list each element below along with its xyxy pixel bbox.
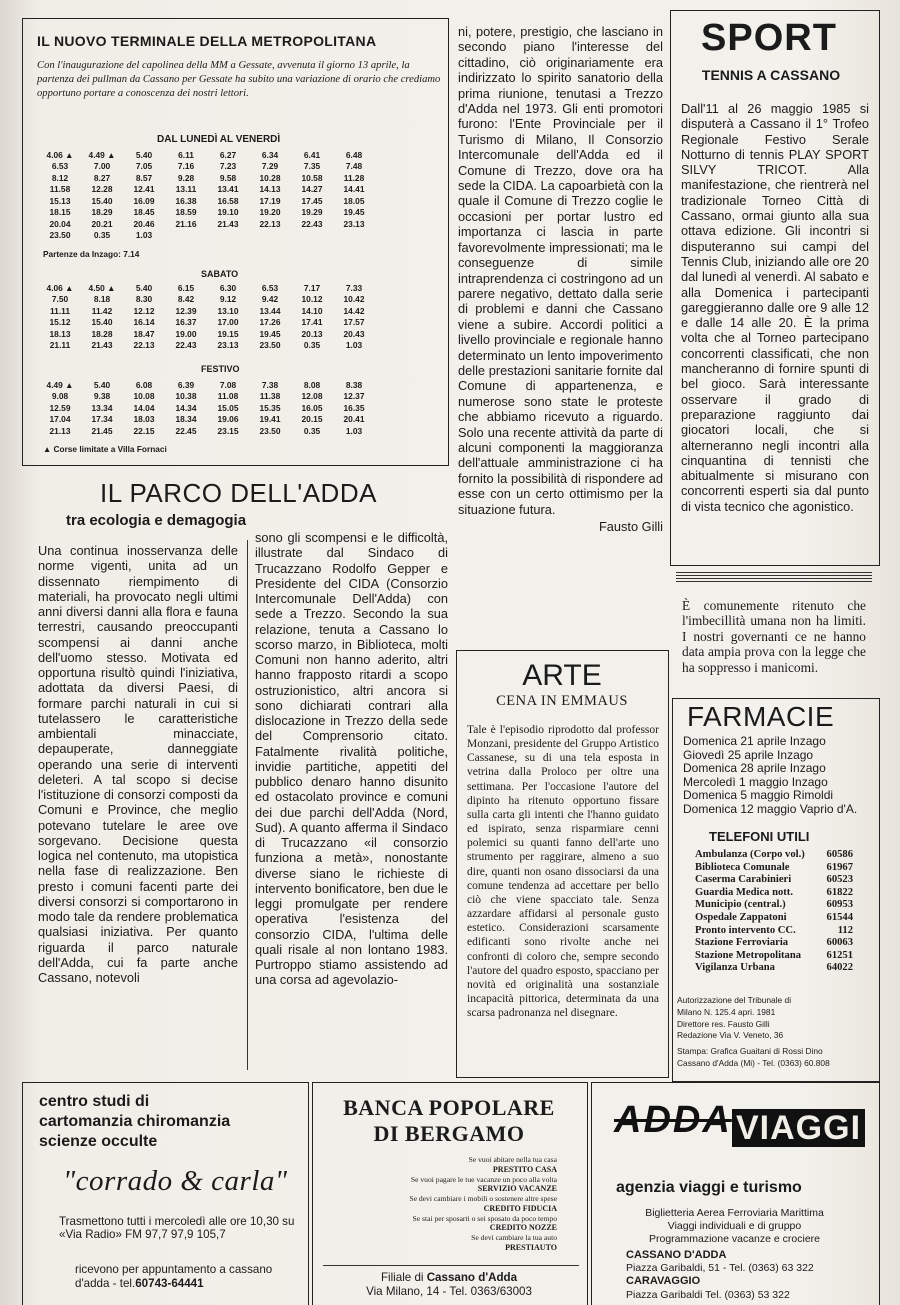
- departure-time: 6.08: [135, 379, 153, 390]
- phone-service-name: Guardia Medica nott.: [695, 886, 793, 898]
- departure-time: 5.40: [135, 282, 153, 293]
- ad-banca-popolare: [312, 1082, 588, 1305]
- timetable-row: [39, 425, 375, 437]
- phone-number: 61822: [826, 886, 853, 898]
- banca-divider: [323, 1265, 579, 1266]
- departure-time: 22.15: [133, 425, 155, 436]
- departure-time: 17.19: [259, 195, 281, 206]
- phone-number: 60953: [826, 899, 853, 911]
- corrado-appointment-text: ricevono per appuntamento a cassano d'adda - tel.: [75, 1263, 273, 1290]
- departure-time: 8.57: [135, 172, 153, 183]
- departure-time: 17.41: [301, 317, 323, 328]
- departure-time: 6.48: [345, 149, 363, 160]
- farmacia-entry: Giovedì 25 aprile Inzago: [683, 747, 814, 762]
- quote-box: [682, 598, 866, 696]
- departure-time: 6.11: [178, 149, 194, 160]
- departure-time: 1.03: [135, 230, 153, 241]
- departure-time: 10.28: [259, 172, 281, 183]
- departure-time: 10.42: [343, 294, 365, 305]
- timetable-row: [39, 379, 375, 391]
- departure-time: 22.45: [175, 425, 197, 436]
- banca-branch-name: Cassano d'Adda: [426, 1271, 518, 1284]
- departure-time: 9.12: [219, 294, 237, 305]
- departure-time: 17.26: [259, 317, 281, 328]
- timetable-row: [39, 207, 375, 219]
- banca-address: Via Milano, 14 - Tel. 0363/63003: [366, 1285, 532, 1298]
- phone-service-name: Stazione Metropolitana: [695, 949, 802, 961]
- viaggi-line2: Viaggi individuali e di gruppo: [667, 1220, 802, 1232]
- departure-time: 17.04: [49, 414, 71, 425]
- departure-time: 7.05: [135, 161, 153, 172]
- phone-entry: [695, 874, 853, 887]
- phone-entry: [695, 849, 853, 862]
- departure-time: 15.40: [91, 317, 113, 328]
- departure-time: 17.45: [301, 195, 323, 206]
- viaggi-addr2: Piazza Garibaldi Tel. (0363) 53 322: [626, 1289, 790, 1301]
- arte-title: ARTE: [522, 659, 602, 692]
- departure-time: 15.40: [91, 195, 113, 206]
- departure-time: 11.11: [49, 305, 71, 316]
- departure-time: 16.05: [301, 402, 323, 413]
- timetable-row: [39, 161, 375, 173]
- banca-product-question: Se devi cambiare i mobili o sostenere altre spese: [409, 1194, 557, 1204]
- departure-time: 4.49 ▲: [88, 149, 116, 160]
- timetable-row: [39, 172, 375, 184]
- departure-time: [333, 230, 375, 242]
- departure-time: 19.10: [217, 207, 239, 218]
- departure-time: 7.35: [303, 161, 321, 172]
- departure-time: 12.37: [343, 391, 365, 402]
- colophon-line: Direttore res. Fausto Gilli: [677, 1018, 770, 1029]
- departure-time: 10.12: [301, 294, 323, 305]
- parco-title: IL PARCO DELL'ADDA: [100, 478, 377, 508]
- phone-entry: [695, 962, 853, 975]
- banca-product-question: Se vuoi pagare le tue vacanze un poco alla volta: [410, 1174, 557, 1184]
- timetable-row: [39, 230, 375, 242]
- telefoni-title: TELEFONI UTILI: [709, 829, 810, 844]
- metro-title: IL NUOVO TERMINALE DELLA METROPOLITANA: [37, 33, 377, 49]
- colophon-line: Redazione Via V. Veneto, 36: [677, 1030, 784, 1041]
- phone-service-name: Caserma Carabinieri: [695, 874, 792, 886]
- timetable-row: [39, 414, 375, 426]
- timetable-row: [39, 282, 375, 294]
- departure-time: 7.38: [261, 379, 279, 390]
- politics-author: Fausto Gilli: [598, 519, 663, 534]
- departure-time: 21.16: [175, 218, 197, 229]
- departure-time: 7.00: [93, 161, 111, 172]
- farmacie-list: [683, 735, 877, 817]
- phone-service-name: Biblioteca Comunale: [695, 861, 790, 873]
- telefoni-list: [695, 849, 853, 975]
- phone-number: 61251: [826, 949, 853, 961]
- departure-time: 16.58: [217, 195, 239, 206]
- departure-time: 6.53: [261, 282, 279, 293]
- phone-entry: [695, 862, 853, 875]
- banca-branch: [313, 1271, 585, 1284]
- departure-time: 4.06 ▲: [46, 149, 74, 160]
- departure-time: 7.33: [345, 282, 363, 293]
- departure-time: 0.35: [93, 230, 111, 241]
- departure-time: 17.57: [343, 317, 365, 328]
- departure-time: 16.09: [133, 195, 155, 206]
- sport-text: Dall'11 al 26 maggio 1985 si disputerà a Cassano il 1° Trofeo Regionale Festivo Serale Notturno di tennis PLAY SPORT SILVY TRICOT. Alla manifestazione, che rientrerà nel tradizionale Torneo Città di Cassano, ormai giunto alla sua ottava edizione. Gli incontri si disputeranno sui campi del Tennis Club, iniziando alle ore 20 dal lunedì al venerdì. Al sabato e alla Domenica i partecipanti gareggieranno dalle ore 9 alle 12 e dalle 14 alle 20. È la prima volta che al Torneo partecipano concorrenti classificati, che non mancheranno di fornire spunti di bel gioco. Sarà interessante osservare il grado di preparazione raggiunto dai giocatori locali, che si alterneranno negli incontri alla cinquantina di tennisti che abitualmente si misurano con concorrenti esperti sia dal punto di vista tecnico che agonistico.: [681, 101, 869, 514]
- colophon-line: Cassano d'Adda (Mi) - Tel. (0363) 60.808: [677, 1057, 830, 1068]
- departure-time: 20.41: [343, 414, 365, 425]
- departure-time: 11.38: [259, 391, 281, 402]
- departure-time: 22.43: [175, 340, 197, 351]
- phone-entry: [695, 950, 853, 963]
- phone-service-name: Vigilanza Urbana: [695, 962, 775, 974]
- phone-service-name: Stazione Ferroviaria: [695, 937, 789, 949]
- departure-time: 19.15: [217, 328, 239, 339]
- departure-time: 17.00: [217, 317, 239, 328]
- departure-time: 18.45: [133, 207, 155, 218]
- departure-time: 21.45: [91, 425, 113, 436]
- phone-number: 60586: [826, 849, 853, 860]
- departure-time: 17.34: [91, 414, 113, 425]
- timetable-row: [39, 218, 375, 230]
- departure-time: 7.16: [177, 161, 195, 172]
- phone-number: 61544: [826, 911, 853, 923]
- departure-time: 9.08: [51, 391, 69, 402]
- viaggi-logo-adda: ADDA: [614, 1099, 732, 1141]
- departure-time: 15.12: [49, 317, 71, 328]
- hatched-divider: [676, 570, 872, 582]
- departure-time: 16.37: [175, 317, 197, 328]
- banca-product-question: Se vuoi abitare nella tua casa: [468, 1155, 557, 1164]
- departure-time: 6.15: [177, 282, 195, 293]
- villa-fornaci-note: ▲ Corse limitate a Villa Fornaci: [43, 444, 167, 454]
- departure-time: 15.35: [259, 402, 281, 413]
- timetable-row: [39, 184, 375, 196]
- departure-time: 23.50: [49, 230, 71, 241]
- viaggi-logo-viaggi: VIAGGI: [732, 1109, 865, 1147]
- departure-time: 5.40: [135, 149, 153, 160]
- colophon-line: Autorizzazione del Tribunale di: [677, 995, 792, 1005]
- viaggi-addr1: Piazza Garibaldi, 51 - Tel. (0363) 63 322: [626, 1262, 814, 1274]
- departure-time: 14.27: [301, 184, 323, 195]
- departure-time: 8.42: [177, 294, 195, 305]
- departure-time: 9.58: [219, 172, 237, 183]
- arte-box: [456, 650, 669, 1078]
- departure-time: 14.04: [133, 402, 155, 413]
- phone-entry: [695, 887, 853, 900]
- arte-text: Tale è l'episodio riprodotto dal professor Monzani, presidente del Gruppo Artistico Cassanese, su di una tela esposta in vetrina dalla Proloco per oltre una settimana. Per l'occasione l'autore del dipinto ha ritenuto opportuno fissare sulla carta gli intenti che l'hanno guidato ed ispirato, senza risparmiare cenni polemici su quanti fanno dell'arte uno strumento per raggirare, almeno a suo dire, quanti non osano dissociarsi da una comune tendenza ad accettare per bello ciò che viene spacciato tale. Senza azzardare affidarsi al personale gusto estetico. Considerazioni scarsamente edificanti sono rivolte anche nei confronti di coloro che, sempre secondo l'autore del quadro esposto, spacciano per novità ed originalità una sostanziale incapacità pittorica, determinata da una scarsa padronanza nel disegnare.: [467, 724, 659, 1020]
- departure-time: 22.43: [301, 218, 323, 229]
- viaggi-line3: Programmazione vacanze e crociere: [649, 1233, 820, 1245]
- phone-entry: [695, 937, 853, 950]
- departure-time: 14.13: [259, 184, 281, 195]
- timetable-row: [39, 294, 375, 306]
- departure-time: 10.38: [175, 391, 197, 402]
- departure-time: 0.35: [303, 340, 321, 351]
- departure-time: 15.13: [49, 195, 71, 206]
- departure-time: 7.48: [345, 161, 363, 172]
- departure-time: 1.03: [345, 425, 363, 436]
- departure-time: 8.30: [135, 294, 153, 305]
- banca-name-line2: DI BERGAMO: [373, 1121, 525, 1146]
- departure-time: 6.34: [261, 149, 279, 160]
- departure-time: 7.08: [219, 379, 237, 390]
- banca-product-name: SERVIZIO VACANZE: [477, 1184, 557, 1194]
- phone-entry: [695, 912, 853, 925]
- sport-box: [670, 10, 880, 566]
- departure-time: 12.41: [133, 184, 155, 195]
- departure-time: [249, 230, 291, 242]
- departure-time: 19.45: [343, 207, 365, 218]
- quote-text: È comunemente ritenuto che l'imbecillità umana non ha limiti. I nostri governanti ce ne hanno data ampia prova con la legge che ha soppresso i manicomi.: [682, 598, 866, 675]
- banca-branch-pre: Filiale di: [380, 1271, 427, 1284]
- farmacia-entry: Domenica 28 aprile Inzago: [683, 761, 826, 776]
- parco-subtitle: tra ecologia e demagogia: [66, 512, 247, 529]
- colophon: [677, 995, 877, 1070]
- phone-service-name: Pronto intervento CC.: [695, 924, 796, 936]
- departure-time: 0.35: [303, 425, 321, 436]
- phone-number: 64022: [826, 962, 853, 974]
- departure-time: 20.15: [301, 414, 323, 425]
- departure-time: 12.28: [91, 184, 113, 195]
- corrado-logo: "corrado & carla": [63, 1165, 288, 1197]
- phone-entry: [695, 925, 853, 938]
- viaggi-city2: CARAVAGGIO: [626, 1275, 701, 1287]
- phone-service-name: Ospedale Zappatoni: [695, 911, 787, 923]
- phone-number: 60063: [826, 937, 853, 949]
- departure-time: 13.10: [217, 305, 239, 316]
- departure-time: 18.29: [91, 207, 113, 218]
- timetable-row: [39, 328, 375, 340]
- departure-time: 23.50: [259, 425, 281, 436]
- departure-time: 11.58: [49, 184, 71, 195]
- departure-time: 12.12: [133, 305, 155, 316]
- departure-time: 8.27: [93, 172, 111, 183]
- departure-time: 6.41: [303, 149, 321, 160]
- departure-time: 7.23: [219, 161, 237, 172]
- departure-time: 18.15: [49, 207, 71, 218]
- weekday-table: [39, 149, 375, 241]
- inzago-note: Partenze da Inzago: 7.14: [43, 249, 140, 259]
- departure-time: 19.20: [259, 207, 281, 218]
- festivo-heading: FESTIVO: [201, 364, 240, 374]
- departure-time: 11.28: [343, 172, 365, 183]
- departure-time: 9.28: [177, 172, 195, 183]
- colophon-line: Milano N. 125.4 apri. 1981: [677, 1006, 776, 1017]
- departure-time: 13.11: [175, 184, 197, 195]
- departure-time: 5.40: [93, 379, 111, 390]
- colophon-line: Stampa: Grafica Guaitani di Rossi Dino: [677, 1046, 823, 1057]
- departure-time: 12.39: [175, 305, 197, 316]
- departure-time: 20.43: [343, 328, 365, 339]
- departure-time: 23.15: [217, 425, 239, 436]
- departure-time: [207, 230, 249, 242]
- departure-time: 23.13: [217, 340, 239, 351]
- timetable-row: [39, 340, 375, 352]
- phone-number: 112: [837, 924, 853, 936]
- phone-number: 61967: [826, 861, 853, 873]
- sport-title: SPORT: [701, 17, 837, 59]
- parco-column-1: Una continua inosservanza delle norme vigenti, unita ad un dissennato riempimento di materiali, ha provocato negli ultimi anni diversi danni alla flora e fauna terrestri, causando preoccupanti scompensi ai danni anche dell'uomo stesso. Motivata ed opportuna risultò quindi l'iniziativa, adottata da diversi Paesi, di formare parchi naturali in cui si tutelassero le caratteristiche ambientali minacciate, depauperate, danneggiate operando una serie di interventi deleteri. A tal scopo si decise l'istituzione di consorzi composti da Comuni e Province, che meglio potevano tutelare le aree ove sorgevano. Decisione questa logica nel contenuto, ma utopistica nella fase di realizzazione. Ben presto i comuni facenti parte dei diversi consorzi si comportarono in modo tale da rendere problematica qualsiasi iniziativa. Per quanto riguarda il parco naturale dell'Adda, cui fa parte anche Cassano, notevoli: [38, 543, 238, 985]
- departure-time: 7.29: [261, 161, 279, 172]
- phone-service-name: Ambulanza (Corpo vol.): [695, 849, 805, 860]
- departure-time: 11.42: [91, 305, 113, 316]
- departure-time: 18.34: [175, 414, 197, 425]
- weekday-heading: DAL LUNEDÌ AL VENERDÌ: [157, 134, 281, 145]
- phone-service-name: Municipio (central.): [695, 899, 786, 911]
- timetable-row: [39, 317, 375, 329]
- departure-time: 14.10: [301, 305, 323, 316]
- timetable-row: [39, 402, 375, 414]
- timetable-row: [39, 305, 375, 317]
- departure-time: 22.13: [133, 340, 155, 351]
- corrado-line1: centro studi di: [39, 1093, 150, 1110]
- departure-time: 20.04: [49, 218, 71, 229]
- departure-time: 14.34: [175, 402, 197, 413]
- banca-product-name: CREDITO NOZZE: [489, 1223, 557, 1233]
- farmacia-entry: Mercoledì 1 maggio Inzago: [683, 774, 828, 789]
- banca-product-name: PRESTITO CASA: [492, 1164, 557, 1174]
- farmacia-entry: Domenica 12 maggio Vaprio d'A.: [683, 801, 858, 816]
- departure-time: 18.05: [343, 195, 365, 206]
- departure-time: 22.13: [259, 218, 281, 229]
- departure-time: 19.06: [217, 414, 239, 425]
- banca-product-name: CREDITO FIDUCIA: [483, 1203, 557, 1213]
- departure-time: 18.47: [133, 328, 155, 339]
- parco-column-2: sono gli scompensi e le difficoltà, illustrate dal Sindaco di Trucazzano Rodolfo Gepper e Presidente del CIDA (Consorzio Intercomunale Dell'Adda) con sede a Trezzo. Secondo la sua relazione, tenuta a Cassano lo scorso marzo, in Biblioteca, molti Comuni non hanno aderito, altri hanno frapposto ritardi a scopo ostruzionistico, altri ancora si sono dichiarati contrari alla dislocazione in Trezzo della sede del Comprensorio citato. Fatalmente rivalità politiche, invidie partitiche, appetiti del pubblico denaro hanno disunito ed ostacolato province e comuni dei due parchi dell'Adda (Nord, Sud). A quanto afferma il Sindaco di Trucazzano «il consorzio funziona a metà», nonostante diverse siano le richieste di intervento bonificatore, ben due le leggi promulgate per rendere operativa l'esistenza del consorzio CIDA, l'ultima delle quali risale al non lontano 1983. Purtroppo stiamo assistendo ad una corsa ad agevolazio-: [255, 530, 448, 988]
- arte-subtitle: CENA IN EMMAUS: [496, 693, 628, 709]
- banca-products: [331, 1155, 557, 1253]
- ad-corrado-carla: [22, 1082, 309, 1305]
- departure-time: 19.41: [259, 414, 281, 425]
- ad-adda-viaggi: [591, 1082, 880, 1305]
- viaggi-line1: Biglietteria Aerea Ferroviaria Marittima: [645, 1207, 824, 1219]
- politics-column: [458, 24, 663, 646]
- departure-time: 1.03: [345, 340, 363, 351]
- timetable-row: [39, 195, 375, 207]
- departure-time: 8.18: [93, 294, 111, 305]
- timetable-row: [39, 149, 375, 161]
- festivo-table: [39, 379, 375, 437]
- departure-time: 6.30: [219, 282, 237, 293]
- departure-time: 6.27: [219, 149, 237, 160]
- services-box: [672, 698, 880, 1082]
- departure-time: 23.50: [259, 340, 281, 351]
- saturday-heading: SABATO: [201, 269, 239, 279]
- metro-timetable-box: [22, 18, 449, 466]
- departure-time: 13.34: [91, 402, 113, 413]
- departure-time: 21.43: [91, 340, 113, 351]
- departure-time: 14.41: [343, 184, 365, 195]
- saturday-table: [39, 282, 375, 351]
- departure-time: 20.21: [91, 218, 113, 229]
- departure-time: 10.58: [301, 172, 323, 183]
- banca-product-question: Se stai per sposarti o sei sposato da poco tempo: [412, 1213, 557, 1223]
- viaggi-city1: CASSANO D'ADDA: [626, 1249, 727, 1261]
- departure-time: 6.39: [177, 379, 195, 390]
- banca-product-question: Se devi cambiare la tua auto: [471, 1233, 557, 1243]
- departure-time: 8.38: [345, 379, 363, 390]
- corrado-line3: scienze occulte: [39, 1133, 158, 1150]
- departure-time: 20.13: [301, 328, 323, 339]
- departure-time: 8.12: [51, 172, 69, 183]
- departure-time: 9.38: [93, 391, 111, 402]
- departure-time: [165, 230, 207, 242]
- banca-product-name: PRESTIAUTO: [505, 1242, 557, 1252]
- departure-time: 15.05: [217, 402, 239, 413]
- departure-time: 4.49 ▲: [46, 379, 74, 390]
- departure-time: [291, 230, 333, 242]
- departure-time: 12.08: [301, 391, 323, 402]
- departure-time: 12.59: [49, 402, 71, 413]
- politics-text: ni, potere, prestigio, che lasciano in secondo piano l'interesse del cittadino, ciò originariamente era indirizzato lo spirito sanatorio della prima riunione, tenutasi a Trezzo d'Adda nel 1973. Gli enti promotori furono: l'Ente Provinciale per il Turismo di Milano, Il Consorzio Intercomunale dell'Adda ed il Comune di Trezzo, dove ora ha sede la CIDA. La capoarbietà con la quale il Comune di Trezzo coglie le occasioni per portar lustro ed importanza ci lascia in parte favorevolmente impressionati; ma le conseguenze di simile intraprendenza ci costringono ad un parere negativo, dettato dalla serie di problemi e danni che Cassano viene a subire. Accordi politici a livello provinciale e regionale hanno determinato un lento impoverimento delle prestazioni sanitarie fornite dal Comune di appartenenza, e numerose sono state le proteste che abbiamo ricevuto a riguardo. Solo una recente attività da parte di alcuni componenti la maggioranza dell'attuale amministrazione ci ha fornito la possibilità di rispondere ad esse con un certo ottimismo per la situazione futura.: [458, 24, 663, 517]
- farmacie-title: FARMACIE: [687, 701, 835, 732]
- corrado-appointment: [75, 1263, 307, 1290]
- corrado-phone: 60743-64441: [135, 1276, 204, 1290]
- departure-time: 4.06 ▲: [46, 282, 74, 293]
- departure-time: 19.29: [301, 207, 323, 218]
- departure-time: 4.50 ▲: [88, 282, 116, 293]
- departure-time: 20.46: [133, 218, 155, 229]
- departure-time: 13.41: [217, 184, 239, 195]
- departure-time: 9.42: [261, 294, 279, 305]
- departure-time: 18.13: [49, 328, 71, 339]
- departure-time: 11.08: [217, 391, 239, 402]
- departure-time: 19.00: [175, 328, 197, 339]
- departure-time: 21.43: [217, 218, 239, 229]
- departure-time: 21.11: [49, 340, 71, 351]
- banca-name-line1: BANCA POPOLARE: [343, 1095, 555, 1120]
- timetable-row: [39, 391, 375, 403]
- departure-time: 18.28: [91, 328, 113, 339]
- departure-time: 21.13: [49, 425, 71, 436]
- parco-column-rule: [247, 540, 248, 1070]
- departure-time: 16.38: [175, 195, 197, 206]
- corrado-line2: cartomanzia chiromanzia: [39, 1113, 231, 1130]
- phone-number: 60523: [826, 874, 853, 886]
- departure-time: 16.35: [343, 402, 365, 413]
- departure-time: 7.50: [51, 294, 69, 305]
- phone-entry: [695, 899, 853, 912]
- departure-time: 14.42: [343, 305, 365, 316]
- departure-time: 18.59: [175, 207, 197, 218]
- farmacia-entry: Domenica 5 maggio Rimoldi: [683, 788, 834, 803]
- departure-time: 23.13: [343, 218, 365, 229]
- farmacia-entry: Domenica 21 aprile Inzago: [683, 734, 826, 748]
- sport-subtitle: TENNIS A CASSANO: [701, 67, 841, 83]
- departure-time: 16.14: [133, 317, 155, 328]
- departure-time: 8.08: [303, 379, 321, 390]
- departure-time: 19.45: [259, 328, 281, 339]
- metro-intro: Con l'inaugurazione del capolinea della MM a Gessate, avvenuta il giorno 13 aprile, la partenza dei pullman da Cassano per Gessate ha subito una variazione di orario che crediamo opportuno portare a conoscenza dei nostri lettori.: [37, 60, 441, 100]
- departure-time: 10.08: [133, 391, 155, 402]
- viaggi-tagline: agenzia viaggi e turismo: [616, 1179, 802, 1196]
- departure-time: 7.17: [303, 282, 321, 293]
- departure-time: 6.53: [51, 161, 69, 172]
- corrado-broadcast: Trasmettono tutti i mercoledì alle ore 10,30 su «Via Radio» FM 97,7 97,9 105,7: [59, 1215, 295, 1242]
- departure-time: 13.44: [259, 305, 281, 316]
- viaggi-logo: [614, 1099, 864, 1149]
- departure-time: 18.03: [133, 414, 155, 425]
